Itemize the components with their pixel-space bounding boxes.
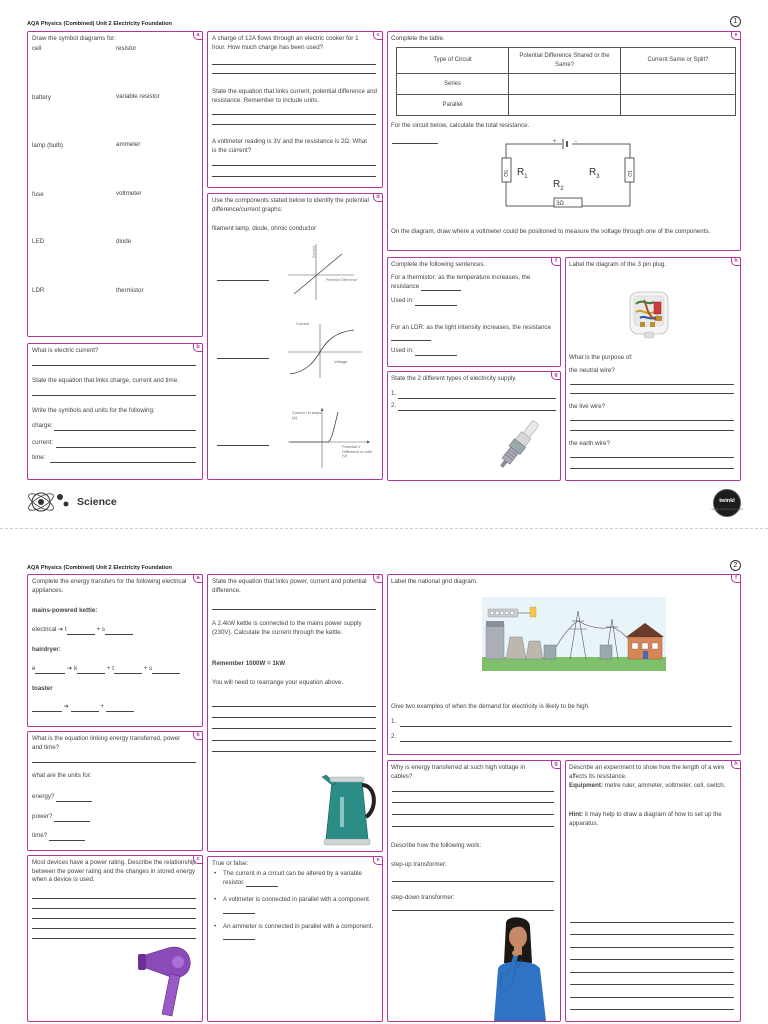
p2-e-title: True or false: bbox=[212, 860, 249, 867]
answer-line[interactable] bbox=[570, 997, 734, 998]
answer-blank[interactable] bbox=[421, 284, 461, 291]
answer-line[interactable] bbox=[212, 176, 376, 177]
p2-box-d bbox=[207, 574, 383, 852]
p1-a-item: diode bbox=[116, 238, 132, 245]
answer-blank[interactable] bbox=[71, 705, 99, 712]
answer-line[interactable] bbox=[212, 64, 376, 65]
p2-box-g bbox=[387, 760, 561, 1022]
answer-blank[interactable] bbox=[106, 705, 134, 712]
answer-line[interactable] bbox=[212, 717, 376, 718]
page1-number: 1 bbox=[730, 16, 741, 27]
kettle-image bbox=[318, 769, 380, 847]
answer-line[interactable] bbox=[32, 918, 196, 919]
p1-box-d-tag: d bbox=[373, 193, 383, 202]
answer-blank[interactable] bbox=[32, 705, 62, 712]
table-cell[interactable] bbox=[621, 74, 736, 95]
answer-line[interactable] bbox=[50, 462, 196, 463]
g3-ylabel: Current I in amps (A) bbox=[292, 411, 322, 420]
p1-b-field: charge: bbox=[32, 422, 53, 429]
answer-line[interactable] bbox=[570, 393, 734, 394]
r1-value: 5Ω bbox=[501, 170, 508, 177]
answer-blank[interactable] bbox=[391, 334, 431, 341]
p2-b-q2: what are the units for: bbox=[32, 772, 92, 779]
answer-line[interactable] bbox=[392, 814, 554, 815]
science-label: Science bbox=[77, 496, 117, 508]
answer-line[interactable] bbox=[54, 430, 196, 431]
p2-c-q: Most devices have a power rating. Describe the relationship between the power rating and the changes in stored energy when a device is used. bbox=[32, 859, 196, 884]
p1-h-q1: Label the diagram of the 3 pin plug. bbox=[569, 261, 667, 268]
p1-c-q2: State the equation that links current, potential difference and resistance. Remember to include units. bbox=[212, 88, 377, 104]
badge-subtext: Quality Standard Approved bbox=[711, 508, 743, 511]
p1-e-intro: Complete the table. bbox=[391, 35, 445, 42]
p1-a-intro: Draw the symbol diagrams for: bbox=[32, 35, 116, 42]
p2-a-hd-line: e ➔ k + t + s bbox=[32, 665, 180, 674]
answer-line[interactable] bbox=[32, 762, 196, 763]
p2-a-kettle: mains-powered kettle: bbox=[32, 607, 98, 614]
p2-box-e bbox=[207, 856, 383, 1022]
p1-b-q1: What is electric current? bbox=[32, 347, 99, 354]
p1-h-q3: the neutral wire? bbox=[569, 367, 615, 374]
answer-line[interactable] bbox=[570, 972, 734, 973]
page2-number: 2 bbox=[730, 560, 741, 571]
p1-b-q3: Write the symbols and units for the following: bbox=[32, 407, 155, 414]
answer-blank[interactable] bbox=[223, 933, 255, 940]
answer-line[interactable] bbox=[398, 398, 556, 399]
answer-blank[interactable] bbox=[67, 628, 95, 635]
g2-xlabel: Voltage bbox=[334, 359, 348, 364]
answer-line[interactable] bbox=[212, 751, 376, 752]
r3-label: $R_3$ bbox=[589, 167, 600, 180]
answer-blank[interactable] bbox=[223, 907, 255, 914]
list-item: • An ammeter is connected in parallel with a component. bbox=[214, 923, 376, 940]
answer-line[interactable] bbox=[398, 410, 556, 411]
answer-line[interactable] bbox=[32, 928, 196, 929]
answer-blank[interactable] bbox=[152, 667, 180, 674]
answer-blank[interactable] bbox=[54, 815, 90, 822]
p1-c-q3: A voltmeter reading is 3V and the resistance is 2Ω. What is the current? bbox=[212, 138, 367, 154]
answer-line[interactable] bbox=[212, 73, 376, 74]
p2-f-q1: Label the national grid diagram. bbox=[391, 578, 478, 585]
p1-e-q2: For the circuit below, calculate the total resistance. bbox=[391, 122, 530, 129]
p2-box-c-tag: c bbox=[193, 855, 203, 864]
answer-line[interactable] bbox=[217, 280, 269, 281]
answer-line[interactable] bbox=[56, 447, 196, 448]
p1-b-q2: State the equation that links charge, current and time. bbox=[32, 377, 179, 384]
national-grid-diagram bbox=[482, 597, 666, 671]
p1-f-s2: For an LDR: as the light intensity increases, the resistance bbox=[391, 324, 557, 341]
answer-line[interactable] bbox=[212, 165, 376, 166]
g1-ylabel: Current bbox=[312, 246, 316, 258]
answer-line[interactable] bbox=[217, 358, 269, 359]
answer-blank[interactable] bbox=[35, 667, 65, 674]
answer-line[interactable] bbox=[400, 726, 732, 727]
answer-line[interactable] bbox=[570, 430, 734, 431]
r3-value: 1Ω bbox=[625, 170, 632, 177]
answer-blank[interactable] bbox=[56, 795, 92, 802]
p2-f-n1: 1. bbox=[391, 718, 397, 725]
hairdryer-image bbox=[138, 944, 194, 1020]
answer-blank[interactable] bbox=[77, 667, 105, 674]
p2-box-g-tag: g bbox=[551, 760, 561, 769]
p1-f-used2: Used in: bbox=[391, 347, 457, 356]
p1-box-b-tag: b bbox=[193, 343, 203, 352]
p1-f-intro: Complete the following sentences. bbox=[391, 261, 486, 268]
g2-ylabel: Current bbox=[296, 321, 310, 326]
answer-line[interactable] bbox=[392, 826, 554, 827]
answer-line[interactable] bbox=[392, 143, 438, 144]
p1-h-q5: the earth wire? bbox=[569, 440, 610, 447]
p1-h-q2: What is the purpose of: bbox=[569, 354, 633, 361]
answer-line[interactable] bbox=[212, 114, 376, 115]
answer-line[interactable] bbox=[570, 959, 734, 960]
p2-box-f-tag: f bbox=[731, 574, 741, 583]
p1-h-q4: the live wire? bbox=[569, 403, 606, 410]
p1-b-field: current: bbox=[32, 439, 53, 446]
p2-d-remember: Remember 1000W = 1kW bbox=[212, 660, 286, 667]
answer-line[interactable] bbox=[212, 124, 376, 125]
p1-c-q1: A charge of 12A flows through an electric cooker for 1 hour. How much charge has been used? bbox=[212, 35, 359, 51]
answer-blank[interactable] bbox=[246, 880, 278, 887]
p1-a-item: thermistor bbox=[116, 287, 144, 294]
p1-box-e-tag: e bbox=[731, 31, 741, 40]
p2-d-q1: State the equation that links power, current and potential difference. bbox=[212, 578, 367, 594]
p1-e-q3: On the diagram, draw where a voltmeter could be positioned to measure the voltage through one of the components. bbox=[391, 228, 711, 235]
p1-box-f bbox=[387, 257, 561, 367]
g3-xlabel: Potential V Difference in volts (V) bbox=[342, 445, 373, 459]
p2-a-intro: Complete the energy transfers for the following electrical appliances. bbox=[32, 578, 187, 594]
p2-box-e-tag: e bbox=[373, 856, 383, 865]
p1-a-item: cell bbox=[32, 45, 42, 52]
answer-blank[interactable] bbox=[415, 299, 457, 306]
p2-b-field: power? bbox=[32, 813, 90, 822]
p1-box-h bbox=[565, 257, 741, 481]
p1-d-components: filament lamp, diode, ohmic conductor bbox=[212, 225, 317, 232]
p2-box-f bbox=[387, 574, 741, 755]
p1-f-used1: Used in: bbox=[391, 297, 457, 306]
iv-graph-filament bbox=[284, 322, 366, 380]
p2-g-q2: Describe how the following work: bbox=[391, 842, 482, 849]
answer-line[interactable] bbox=[32, 395, 196, 396]
p1-box-a-tag: a bbox=[193, 31, 203, 40]
p2-box-h bbox=[565, 760, 741, 1022]
table-header: Type of Circuit bbox=[397, 48, 509, 74]
answer-line[interactable] bbox=[570, 984, 734, 985]
p2-b-field: time? bbox=[32, 832, 85, 841]
p1-a-item: resistor bbox=[116, 45, 137, 52]
battery-plus: + bbox=[553, 139, 557, 145]
p1-g-q: State the 2 different types of electricity supply. bbox=[391, 375, 517, 382]
p1-a-item: LDR bbox=[32, 287, 45, 294]
table-cell[interactable] bbox=[509, 95, 621, 116]
answer-blank[interactable] bbox=[415, 349, 457, 356]
p2-box-c bbox=[27, 855, 203, 1022]
p2-box-h-tag: h bbox=[731, 760, 741, 769]
table-cell[interactable] bbox=[621, 95, 736, 116]
p1-a-item: lamp (bulb) bbox=[32, 142, 63, 149]
table-header: Potential Difference Shared or the Same? bbox=[509, 48, 621, 74]
p1-box-d bbox=[207, 193, 383, 480]
r2-label: $R_2$ bbox=[553, 179, 564, 192]
answer-line[interactable] bbox=[570, 420, 734, 421]
table-row-label: Parallel bbox=[397, 95, 509, 116]
p1-f-s1: For a thermistor: as the temperature increases, the resistance bbox=[391, 274, 531, 290]
p1-box-h-tag: h bbox=[731, 257, 741, 266]
answer-line[interactable] bbox=[570, 934, 734, 935]
p2-a-hairdryer: hairdryer: bbox=[32, 646, 61, 653]
p2-h-q: Describe an experiment to show how the length of a wire affects its resistance. bbox=[569, 764, 725, 780]
answer-line[interactable] bbox=[392, 791, 554, 792]
answer-line[interactable] bbox=[392, 881, 554, 882]
p2-f-n2: 2. bbox=[391, 733, 397, 740]
r1-label: $R_1$ bbox=[517, 167, 528, 180]
p1-box-f-tag: f bbox=[551, 257, 561, 266]
answer-blank[interactable] bbox=[114, 667, 142, 674]
circuit-table bbox=[396, 47, 736, 116]
answer-line[interactable] bbox=[570, 947, 734, 948]
answer-line[interactable] bbox=[32, 938, 196, 939]
battery-minus: - bbox=[575, 139, 577, 145]
p2-b-field: energy? bbox=[32, 793, 92, 802]
p2-h-equipment: Equipment: metre ruler, ammeter, voltmeter, cell, switch. bbox=[569, 782, 726, 789]
p2-box-b bbox=[27, 731, 203, 851]
p2-box-d-tag: d bbox=[373, 574, 383, 583]
p1-box-g bbox=[387, 371, 561, 481]
p1-a-item: ammeter bbox=[116, 141, 141, 148]
page1-header: AQA Physics (Combined) Unit 2 Electricity Foundation bbox=[27, 21, 172, 27]
p2-box-a-tag: a bbox=[193, 574, 203, 583]
badge-text: twinkl bbox=[719, 498, 735, 504]
r2-value: 3Ω bbox=[556, 201, 564, 207]
thinking-person-image bbox=[484, 915, 556, 1021]
p2-h-hint: Hint: it may help to draw a diagram of how to set up the apparatus. bbox=[569, 811, 722, 827]
p2-box-a bbox=[27, 574, 203, 727]
answer-line[interactable] bbox=[32, 898, 196, 899]
p1-b-field: time: bbox=[32, 454, 46, 461]
answer-line[interactable] bbox=[392, 802, 554, 803]
p2-f-q2: Give two examples of when the demand for electricity is likely to be high. bbox=[391, 703, 590, 710]
table-header: Current Same or Split? bbox=[621, 48, 736, 74]
p1-box-e bbox=[387, 31, 741, 251]
p1-g-n1: 1. bbox=[391, 390, 397, 397]
list-item: • The current in a circuit can be altered by a variable resistor. bbox=[214, 870, 376, 887]
answer-line[interactable] bbox=[217, 445, 269, 446]
p1-a-item: voltmeter bbox=[116, 190, 142, 197]
p1-box-g-tag: g bbox=[551, 371, 561, 380]
answer-blank[interactable] bbox=[105, 628, 133, 635]
answer-line[interactable] bbox=[212, 706, 376, 707]
list-item: • A voltmeter is connected in parallel with a component. bbox=[214, 896, 376, 913]
answer-line[interactable] bbox=[570, 922, 734, 923]
page-divider bbox=[0, 528, 768, 529]
answer-line[interactable] bbox=[212, 728, 376, 729]
answer-line[interactable] bbox=[570, 468, 734, 469]
answer-line[interactable] bbox=[212, 609, 376, 610]
answer-line[interactable] bbox=[570, 384, 734, 385]
p2-g-q3: step-up transformer: bbox=[391, 861, 447, 868]
iv-graph-ohmic bbox=[282, 242, 362, 302]
p1-d-q1: Use the components stated below to identify the potential difference/current graphs: bbox=[212, 197, 369, 213]
p2-d-q3: You will need to rearrange your equation above. bbox=[212, 679, 344, 686]
p2-a-kettle-line: electrical ➔ t + s bbox=[32, 626, 133, 635]
p2-b-q1: What is the equation linking energy transferred, power and time? bbox=[32, 735, 181, 751]
p1-box-c bbox=[207, 31, 383, 188]
table-row-label: Series bbox=[397, 74, 509, 95]
p2-g-q1: Why is energy transferred at such high voltage in cables? bbox=[391, 764, 526, 780]
table-cell[interactable] bbox=[509, 74, 621, 95]
answer-line[interactable] bbox=[570, 457, 734, 458]
p2-a-toaster: toaster bbox=[32, 685, 53, 692]
p1-g-n2: 2. bbox=[391, 402, 397, 409]
true-false-list bbox=[214, 870, 376, 949]
answer-line[interactable] bbox=[400, 741, 732, 742]
p2-d-q2: A 2.4kW kettle is connected to the mains power supply (230V). Calculate the current through the kettle. bbox=[212, 620, 362, 636]
p2-g-q4: step-down transformer: bbox=[391, 894, 455, 901]
answer-line[interactable] bbox=[212, 740, 376, 741]
p1-box-c-tag: c bbox=[373, 31, 383, 40]
p1-a-item: battery bbox=[32, 94, 51, 101]
p1-a-item: fuse bbox=[32, 191, 44, 198]
p1-box-a bbox=[27, 31, 203, 337]
spark-plug-image bbox=[492, 416, 542, 478]
answer-line[interactable] bbox=[392, 910, 554, 911]
g1-xlabel: Potential Difference bbox=[326, 278, 358, 282]
three-pin-plug-image bbox=[626, 286, 672, 340]
answer-line[interactable] bbox=[32, 908, 196, 909]
twinkl-badge-icon bbox=[713, 489, 741, 517]
answer-line[interactable] bbox=[32, 365, 196, 366]
answer-line[interactable] bbox=[570, 1009, 734, 1010]
p1-a-item: variable resistor bbox=[116, 93, 160, 100]
p1-box-b bbox=[27, 343, 203, 480]
answer-blank[interactable] bbox=[49, 834, 85, 841]
page2-header: AQA Physics (Combined) Unit 2 Electricity Foundation bbox=[27, 565, 172, 571]
p1-a-item: LED bbox=[32, 238, 45, 245]
science-logo-icon bbox=[26, 489, 72, 515]
p2-a-toaster-line: ➔ + bbox=[32, 703, 134, 712]
p2-box-b-tag: b bbox=[193, 731, 203, 740]
